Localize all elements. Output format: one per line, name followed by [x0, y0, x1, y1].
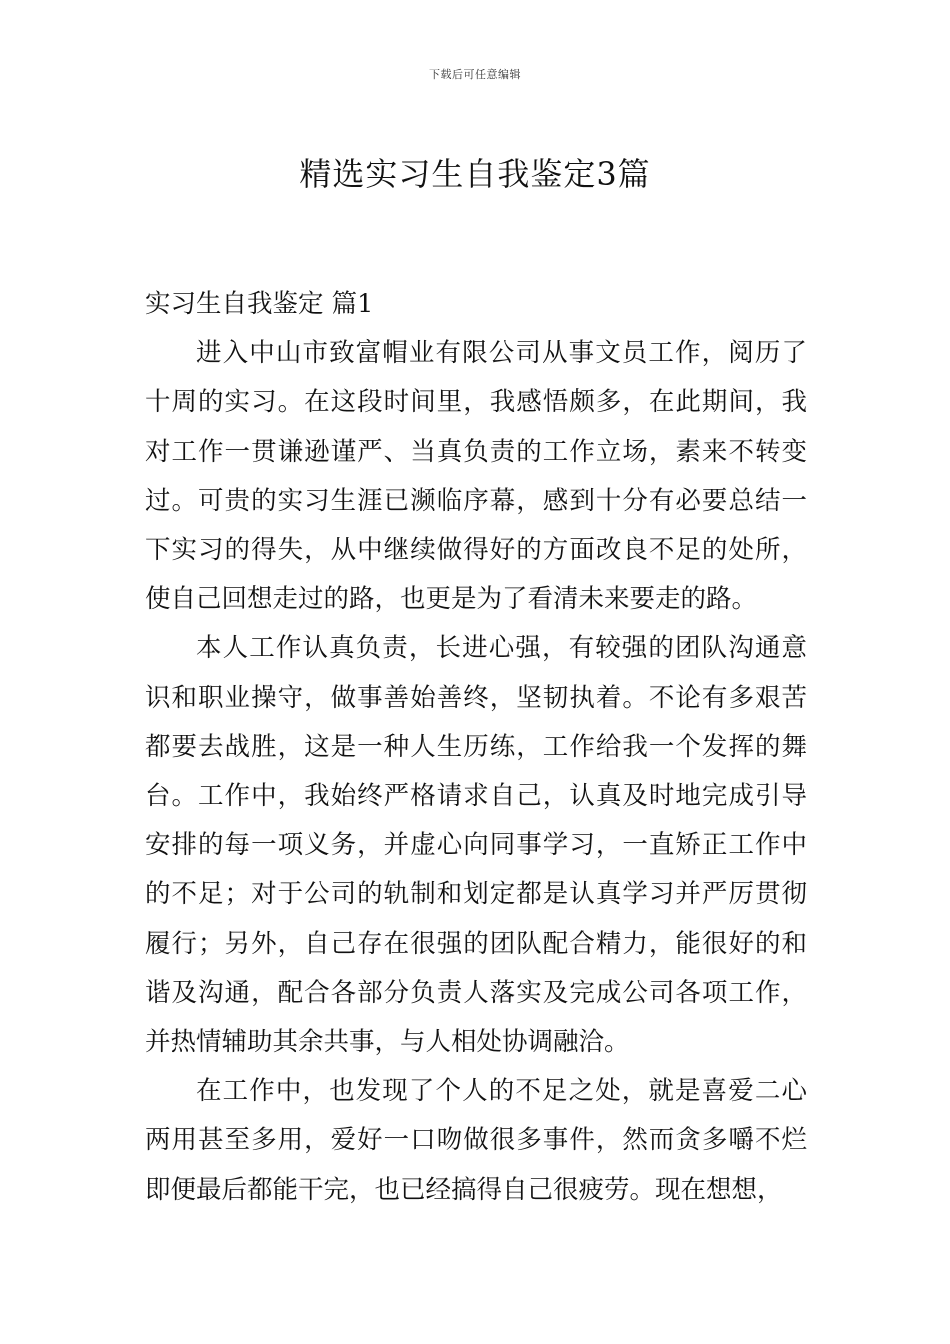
document-body [145, 280, 807, 1215]
section-heading: 实习生自我鉴定 篇1 [145, 289, 374, 319]
body-paragraph-2: 本人工作认真负责，长进心强，有较强的团队沟通意识和职业操守，做事善始善终，坚韧执着。不论有多艰苦都要去战胜，这是一种人生历练，工作给我一个发挥的舞台。工作中，我始终严格请求自己，认真及时地完成引导安排的每一项义务，并虚心向同事学习，一直矫正工作中的不足；对于公司的轨制和划定都是认真学习并严厉贯彻履行；另外，自己存在很强的团队配合精力，能很好的和谐及沟通，配合各部分负责人落实及完成公司各项工作，并热情辅助其余共事，与人相处协调融洽。 [145, 633, 807, 1058]
body-paragraph-3: 在工作中，也发现了个人的不足之处，就是喜爱二心两用甚至多用，爱好一口吻做很多事件，然而贪多嚼不烂即便最后都能干完，也已经搞得自己很疲劳。现在想想， [145, 1076, 807, 1205]
header-note: 下载后可任意编辑 [429, 68, 521, 81]
document-title: 精选实习生自我鉴定3篇 [299, 155, 651, 194]
body-paragraph-1: 进入中山市致富帽业有限公司从事文员工作，阅历了十周的实习。在这段时间里，我感悟颇多，在此期间，我对工作一贯谦逊谨严、当真负责的工作立场，素来不转变过。可贵的实习生涯已濒临序幕，感到十分有必要总结一下实习的得失，从中继续做得好的方面改良不足的处所，使自己回想走过的路，也更是为了看清未来要走的路。 [145, 338, 807, 615]
